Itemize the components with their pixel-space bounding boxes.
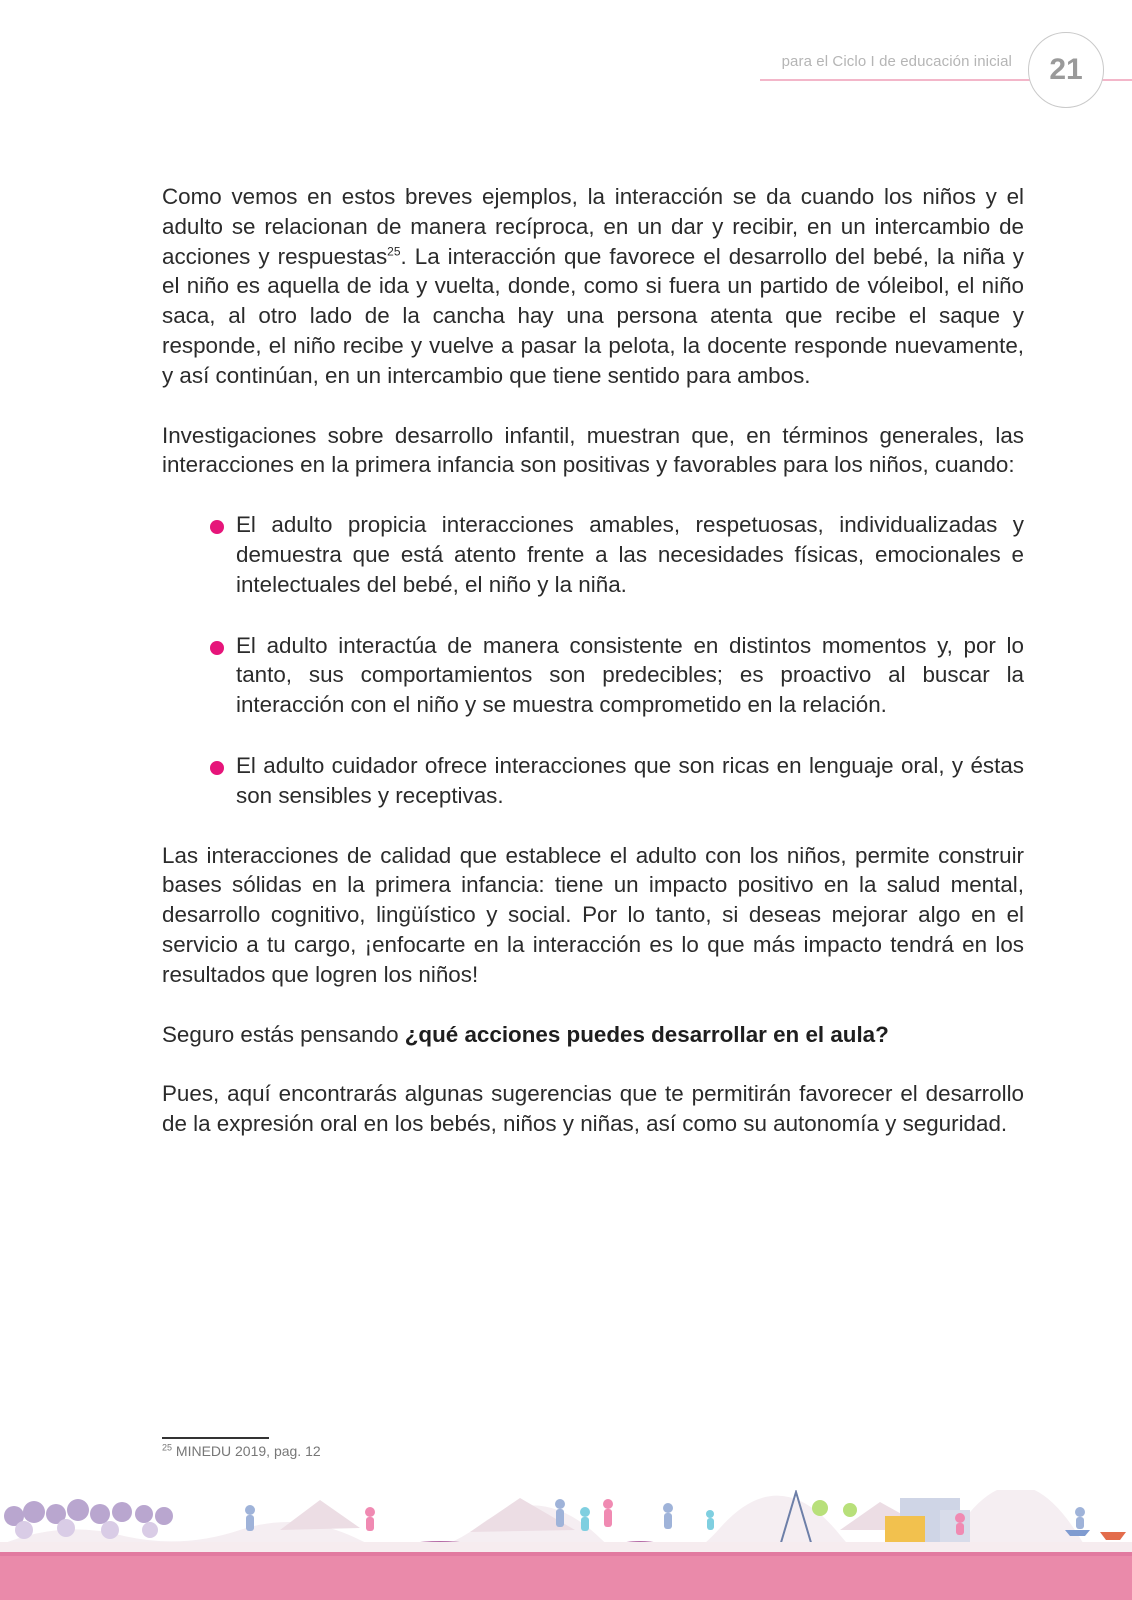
main-content — [162, 182, 1024, 1169]
list-item-text: El adulto interactúa de manera consistente en distintos momentos y, por lo tanto, sus comportamientos son predecibles; es proactivo al buscar la interacción con el niño y se muestra comprometido en la relación. — [236, 632, 1024, 718]
paragraph-4-text: Seguro estás pensando — [162, 1021, 405, 1047]
list-item-text: El adulto cuidador ofrece interacciones que son ricas en lenguaje oral, y éstas son sensibles y receptivas. — [236, 752, 1024, 808]
paragraph-1-text-a: Como vemos en estos breves ejemplos, la interacción se da cuando los niños y el adulto se relacionan de manera recíproca, en un dar y recibir, en un intercambio de acciones y respuestas — [162, 184, 1024, 269]
footnote — [162, 1443, 321, 1459]
paragraph-1 — [162, 182, 1024, 391]
list-item — [236, 751, 1024, 811]
footnote-number: 25 — [162, 1442, 173, 1453]
paragraph-3: Las interacciones de calidad que establece el adulto con los niños, permite construir bases sólidas en la primera infancia: tiene un impacto positivo en la salud mental, desarrollo cognitivo, lingüístico y social. Por lo tanto, si deseas mejorar algo en el servicio a tu cargo, ¡enfocarte en la interacción es lo que más impacto tendrá en los resultados que logren los niños! — [162, 842, 1024, 987]
running-header: para el Ciclo I de educación inicial — [781, 53, 1012, 70]
paragraph-5: Pues, aquí encontrarás algunas sugerencias que te permitirán favorecer el desarrollo de la expresión oral en los bebés, niños y niñas, así como su autonomía y seguridad. — [162, 1081, 1024, 1137]
paragraph-4 — [162, 1020, 1024, 1050]
footnote-reference: 25 — [387, 244, 401, 259]
list-item — [236, 631, 1024, 720]
paragraph-1-text-b: . La interacción que favorece el desarrollo del bebé, la niña y el niño es aquella de ida y vuelta, donde, como si fuera un partido de vóleibol, el niño saca, al otro lado de la cancha hay una persona atenta que recibe el saque y responde, el niño recibe y vuelve a pasar la pelota, la docente responde nuevamente, y así continúan, en un intercambio que tiene sentido para ambos. — [162, 243, 1024, 388]
footnote-text: MINEDU 2019, pag. 12 — [172, 1443, 321, 1459]
footer-scene-image — [0, 1490, 1132, 1600]
page-number: 21 — [1028, 32, 1104, 108]
bullet-list — [162, 510, 1024, 810]
footer-illustration — [0, 1490, 1132, 1600]
bullet-dot-icon — [210, 761, 224, 775]
bullet-dot-icon — [210, 641, 224, 655]
list-item-text: El adulto propicia interacciones amables, respetuosas, individualizadas y demuestra que está atento frente a las necesidades físicas, emocionales e intelectuales del bebé, el niño y la niña. — [236, 512, 1024, 597]
list-item — [236, 510, 1024, 599]
paragraph-4-question: ¿qué acciones puedes desarrollar en el aula? — [404, 1021, 889, 1047]
footnote-rule — [162, 1437, 269, 1439]
paragraph-2: Investigaciones sobre desarrollo infantil, muestran que, en términos generales, las interacciones en la primera infancia son positivas y favorables para los niños, cuando: — [162, 422, 1024, 478]
bullet-dot-icon — [210, 520, 224, 534]
